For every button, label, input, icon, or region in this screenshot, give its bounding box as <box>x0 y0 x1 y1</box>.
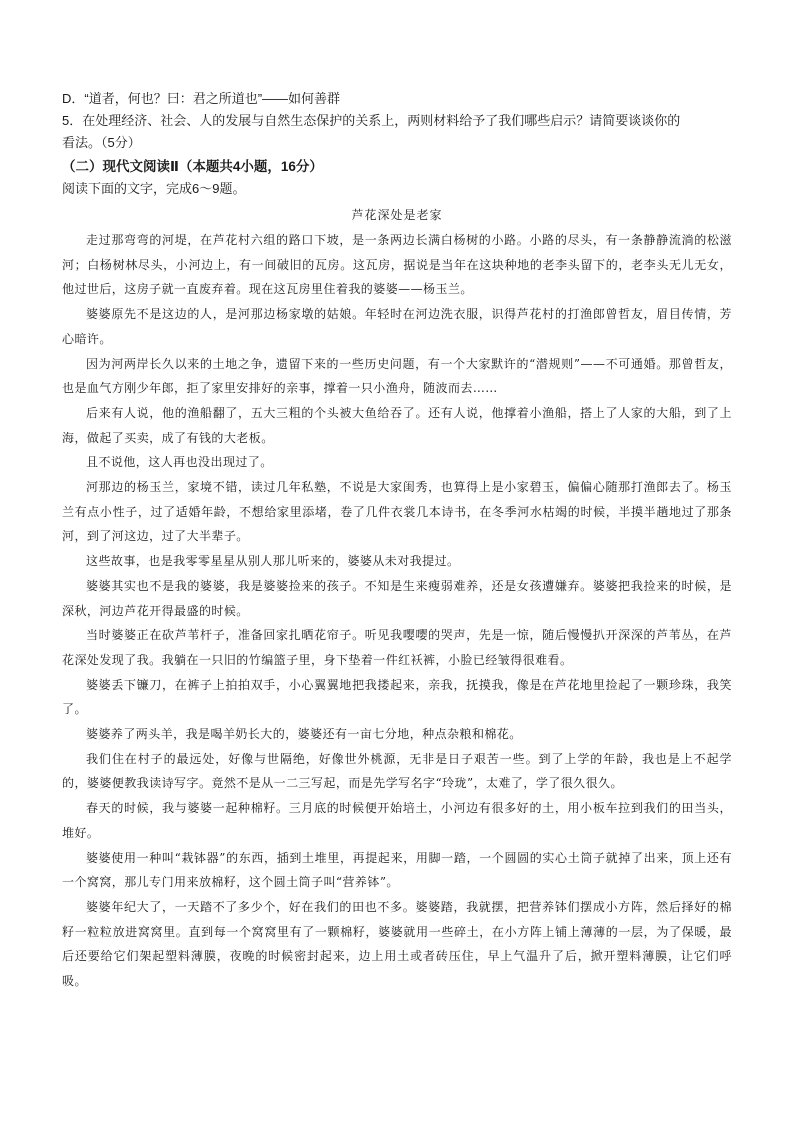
story-paragraph: 河那边的杨玉兰，家境不错，读过几年私塾，不说是大家闺秀，也算得上是小家碧玉，偏偏心随那打渔郎去了。杨玉兰有点小性子，过了适婚年龄，不想给家里添堵，卷了几件衣裳几本诗书，在冬季河水枯竭的时候，半摸半趟地过了那条河，到了河这边，过了大半辈子。 <box>62 480 732 544</box>
story-body <box>62 228 732 994</box>
section-title: （二）现代文阅读Ⅱ（本题共4小题，16分） <box>62 159 323 174</box>
question-5-line-1: 5．在处理经济、社会、人的发展与自然生态保护的关系上，两则材料给予了我们哪些启示？请简要谈谈你的 <box>62 113 681 128</box>
story-paragraph: 婆婆原先不是这边的人，是河那边杨家墩的姑娘。年轻时在河边洗衣服，识得芦花村的打渔郎曾哲友，眉目传情，芳心暗许。 <box>62 307 732 346</box>
story-paragraph: 婆婆丢下镰刀，在裤子上拍拍双手，小心翼翼地把我搂起来，亲我，抚摸我，像是在芦花地里捡起了一颗珍珠，我笑了。 <box>62 677 732 717</box>
story-paragraph: 婆婆使用一种叫“栽钵器”的东西，插到土堆里，再提起来，用脚一踏，一个圆圆的实心土筒子就掉了出来，顶上还有一个窝窝，那儿专门用来放棉籽，这个圆土筒子叫“营养钵”。 <box>62 850 732 890</box>
story-paragraph: 且不说他，这人再也没出现过了。 <box>86 455 273 470</box>
story-paragraph: 走过那弯弯的河堤，在芦花村六组的路口下坡，是一条两边长满白杨树的小路。小路的尽头，有一条静静流淌的松滋河；白杨树林尽头，小河边上，有一间破旧的瓦房。这瓦房，据说是当年在这块种地的老李头留下的，老李头无儿无女，他过世后，这房子就一直废弃着。现在这瓦房里住着我的婆婆——杨玉兰。 <box>62 233 732 297</box>
story-paragraph: 这些故事，也是我零零星星从别人那儿听来的，婆婆从未对我提过。 <box>86 554 460 569</box>
story-paragraph: 后来有人说，他的渔船翻了，五大三粗的个头被大鱼给吞了。还有人说，他撑着小渔船，搭上了人家的大船，到了上海，做起了买卖，成了有钱的大老板。 <box>62 405 732 445</box>
story-paragraph: 我们住在村子的最远处，好像与世隔绝，好像世外桃源，无非是日子艰苦一些。到了上学的年龄，我也是上不起学的，婆婆便教我读诗写字。竟然不是从一二三写起，而是先学写名字“玲珑”，太难了，学了很久很久。 <box>62 751 732 791</box>
story-title: 芦花深处是老家 <box>351 208 443 222</box>
section-instruction: 阅读下面的文字，完成6～9题。 <box>62 181 246 196</box>
story-paragraph: 因为河两岸长久以来的土地之争，遗留下来的一些历史问题，有一个大家默许的“潜规则”——不可通婚。那曾哲友，也是血气方刚少年郎，拒了家里安排好的亲事，撑着一只小渔舟，随波而去…… <box>62 356 732 396</box>
question-5-line-2: 看法。（5分） <box>62 135 141 150</box>
question-option-d: D．“道者，何也？曰：君之所道也”——如何善群 <box>62 91 341 106</box>
story-paragraph: 婆婆养了两头羊，我是喝羊奶长大的，婆婆还有一亩七分地，种点杂粮和棉花。 <box>86 727 522 742</box>
story-paragraph: 婆婆其实也不是我的婆婆，我是婆婆捡来的孩子。不知是生来瘦弱难养，还是女孩遭嫌弃。婆婆把我捡来的时候，是深秋，河边芦花开得最盛的时候。 <box>62 578 732 618</box>
story-paragraph: 婆婆年纪大了，一天踏不了多少个，好在我们的田也不多。婆婆踏，我就摆，把营养钵们摆成小方阵，然后择好的棉籽一粒粒放进窝窝里。直到每一个窝窝里有了一颗棉籽，婆婆就用一些碎土，在小方阵上铺上薄薄的一层，为了保暖，最后还要给它们架起塑料薄膜，夜晚的时候密封起来，边上用土或者砖压住，早上气温升了后，掀开塑料薄膜，让它们呼吸。 <box>62 899 732 989</box>
story-paragraph: 当时婆婆正在砍芦苇杆子，准备回家扎晒花帘子。听见我嘤嘤的哭声，先是一惊，随后慢慢扒开深深的芦苇丛，在芦花深处发现了我。我躺在一只旧的竹编篮子里，身下垫着一件红袄裤，小脸已经皱得很难看。 <box>62 628 732 667</box>
document-page <box>62 88 732 994</box>
story-paragraph: 春天的时候，我与婆婆一起种棉籽。三月底的时候便开始培土，小河边有很多好的土，用小板车拉到我们的田当头，堆好。 <box>62 801 732 840</box>
